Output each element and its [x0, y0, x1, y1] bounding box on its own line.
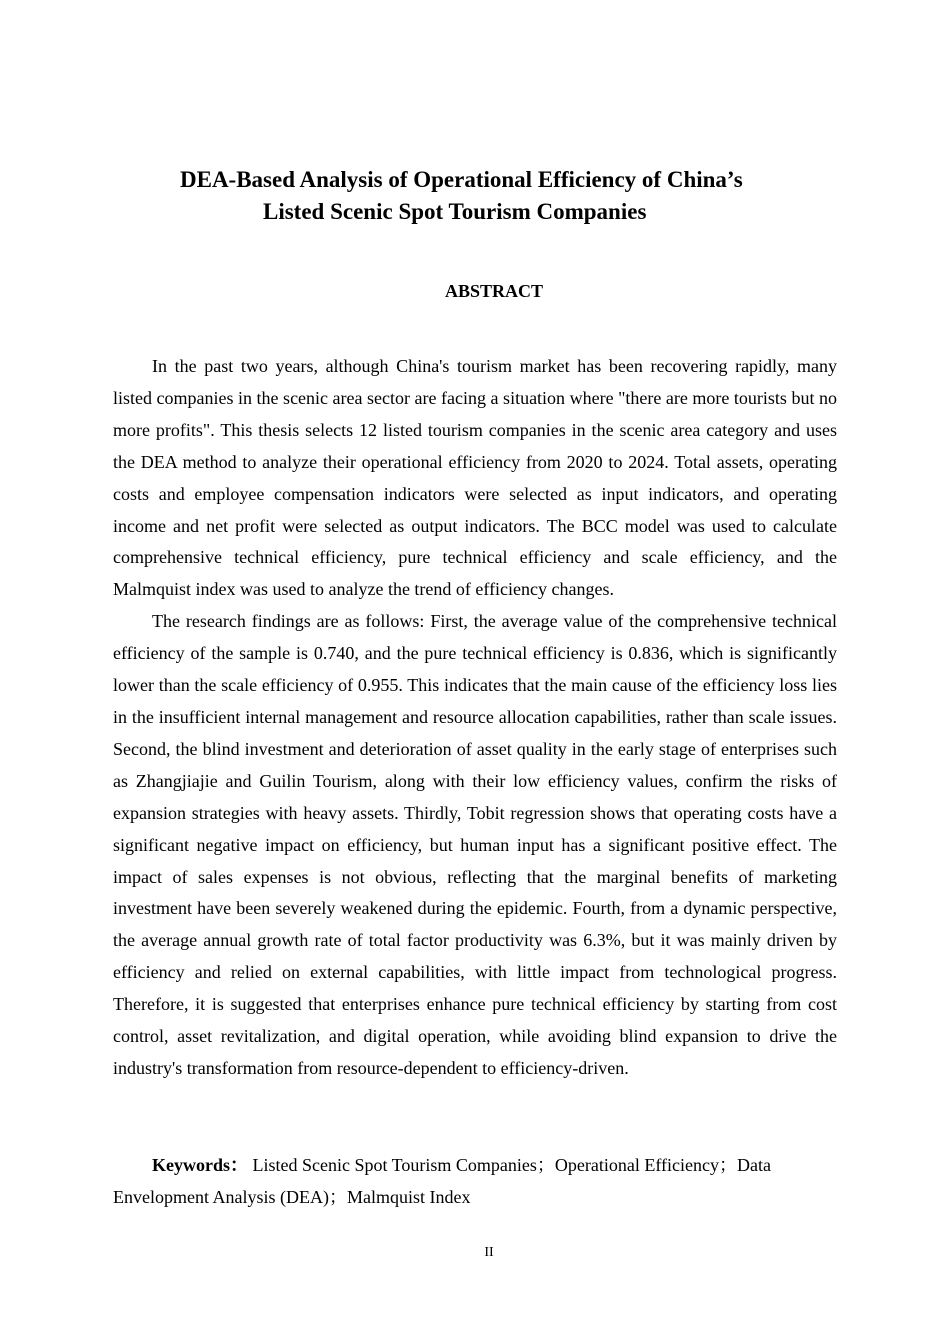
keywords-label: Keywords： — [152, 1155, 248, 1175]
keywords — [113, 1149, 837, 1213]
abstract-body — [113, 351, 837, 1085]
abstract-paragraph-1: In the past two years, although China's tourism market has been recovering rapidly, many listed companies in the scenic area sector are facing a situation where "there are more tourists but no more profits". This thesis selects 12 listed tourism companies in the scenic area category and uses the DEA method to analyze their operational efficiency from 2020 to 2024. Total assets, operating costs and employee compensation indicators were selected as input indicators, and operating income and net profit were selected as output indicators. The BCC model was used to calculate comprehensive technical efficiency, pure technical efficiency and scale efficiency, and the Malmquist index was used to analyze the trend of efficiency changes. — [113, 356, 837, 600]
keywords-text: Listed Scenic Spot Tourism Companies；Operational Efficiency；Data Envelopment Analysis (DEA)；Malmquist Index — [113, 1155, 771, 1207]
abstract-paragraph-2: The research findings are as follows: First, the average value of the comprehensive technical efficiency of the sample is 0.740, and the pure technical efficiency is 0.836, which is significantly lower than the scale efficiency of 0.955. This indicates that the main cause of the efficiency loss lies in the insufficient internal management and resource allocation capabilities, rather than scale issues. Second, the blind investment and deterioration of asset quality in the early stage of enterprises such as Zhangjiajie and Guilin Tourism, along with their low efficiency values, confirm the risks of expansion strategies with heavy assets. Thirdly, Tobit regression shows that operating costs have a significant negative impact on efficiency, but human input has a significant positive effect. The impact of sales expenses is not obvious, reflecting that the marginal benefits of marketing investment have been severely weakened during the epidemic. Fourth, from a dynamic perspective, the average annual growth rate of total factor productivity was 6.3%, but it was mainly driven by efficiency and relied on external capabilities, with little impact from technological progress. Therefore, it is suggested that enterprises enhance pure technical efficiency by starting from cost control, asset revitalization, and digital operation, while avoiding blind expansion to drive the industry's transformation from resource-dependent to efficiency-driven. — [113, 611, 837, 1078]
abstract-heading: ABSTRACT — [444, 281, 544, 301]
page-number: II — [484, 1245, 494, 1260]
title-line-1: DEA-Based Analysis of Operational Efficiency of China’s — [180, 167, 743, 192]
title-line-2: Listed Scenic Spot Tourism Companies — [263, 199, 647, 224]
